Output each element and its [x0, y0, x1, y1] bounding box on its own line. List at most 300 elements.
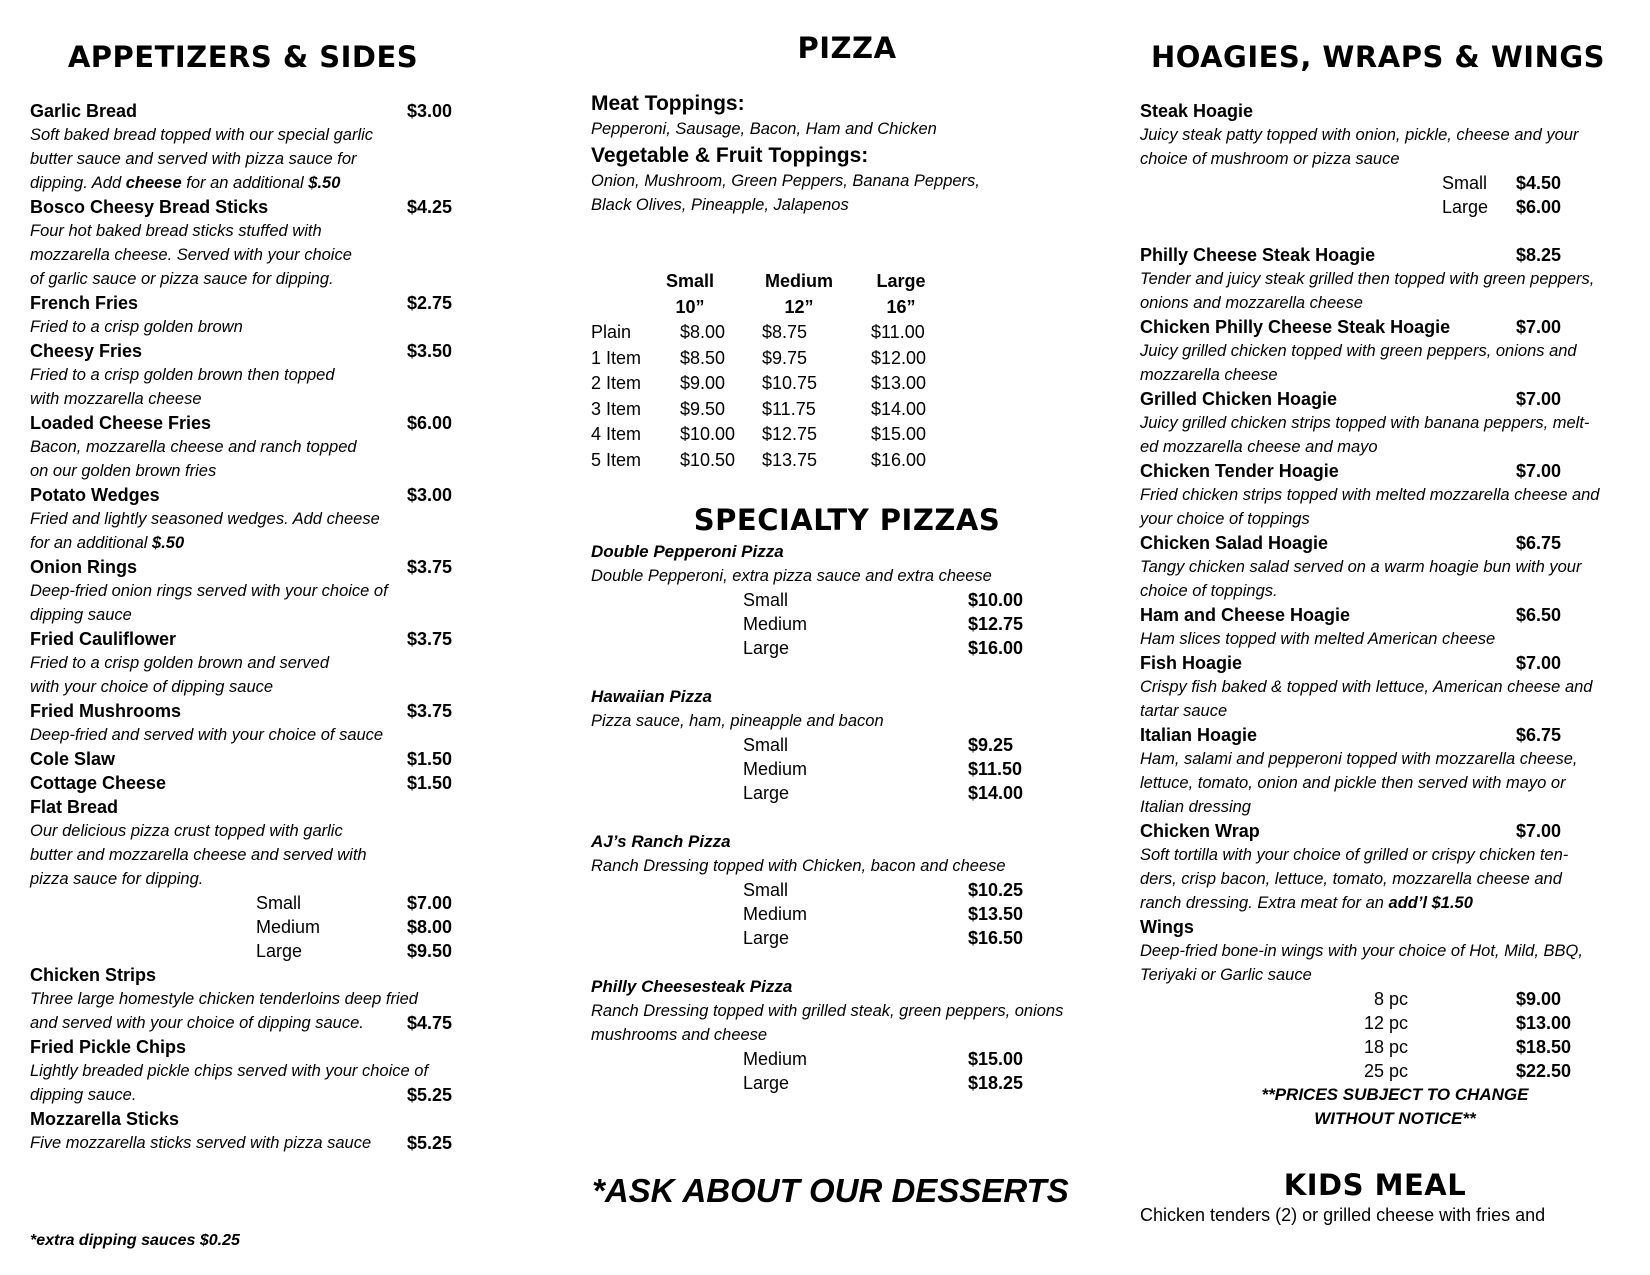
size-row: [591, 781, 1091, 805]
description-text: Soft baked bread topped with our special garlic: [30, 126, 374, 144]
item-name: [1140, 387, 1640, 411]
menu-item: [30, 291, 470, 339]
row-label: 4 Item: [591, 424, 642, 444]
item-description: [30, 1131, 470, 1155]
item-name: [591, 975, 1091, 999]
description-text: mozzarella cheese. Served with your choice: [30, 246, 352, 264]
description-text: with mozzarella cheese: [30, 390, 202, 408]
item-name-text: Chicken Tender Hoagie: [1140, 461, 1339, 481]
item-price: $6.00: [407, 413, 453, 433]
menu-item: [591, 830, 1091, 975]
size-row: [591, 612, 1091, 636]
description-text: with your choice of dipping sauce: [30, 678, 274, 696]
size-price: $12.75: [968, 614, 1024, 634]
item-name-text: Ham and Cheese Hoagie: [1140, 605, 1351, 625]
size-price: $4.50: [1516, 173, 1562, 193]
size-price: $9.50: [407, 941, 453, 961]
item-price: $4.25: [407, 197, 453, 217]
menu-item: [30, 1107, 470, 1155]
item-price: $6.75: [1516, 533, 1562, 553]
item-description: [1140, 507, 1640, 531]
description-text: dipping sauce: [30, 606, 132, 624]
size-row: [591, 902, 1091, 926]
item-description: [1140, 675, 1640, 699]
size-price: $16.00: [968, 638, 1024, 658]
price-cell: $15.00: [871, 424, 927, 444]
item-description: [30, 147, 470, 171]
price-cell: $11.75: [762, 398, 816, 419]
item-name-text: Italian Hoagie: [1140, 725, 1258, 745]
menu-item: [30, 771, 470, 795]
price-cell: $10.50: [680, 449, 736, 470]
size-label: 25 pc: [1363, 1061, 1408, 1081]
item-price: $7.00: [1516, 821, 1562, 841]
price-cell: $11.00: [871, 322, 925, 342]
column-header: 16”: [886, 296, 916, 317]
item-name: [591, 540, 1091, 564]
menu-item: [30, 1035, 470, 1107]
item-description: [30, 363, 470, 387]
item-name: [1140, 459, 1640, 483]
item-description: [591, 709, 1091, 733]
size-row: [1140, 1059, 1640, 1083]
size-label: Small: [1442, 173, 1488, 193]
description-segment: $.50: [152, 534, 185, 552]
size-row: [591, 1071, 1091, 1095]
item-name: [1140, 723, 1640, 747]
item-name-text: Bosco Cheesy Bread Sticks: [30, 197, 269, 217]
item-description: [1140, 123, 1640, 147]
size-row: [591, 588, 1091, 612]
menu-item: [1140, 531, 1640, 603]
description-segment: add’l $1.50: [1388, 894, 1473, 912]
description-text: Fried chicken strips topped with melted mozzarella cheese and: [1140, 486, 1600, 504]
item-name-text: Fried Cauliflower: [30, 629, 177, 649]
pizza-title: PIZZA: [797, 31, 897, 65]
desserts-banner: *ASK ABOUT OUR DESSERTS: [592, 1172, 1069, 1209]
column-header: Small: [665, 271, 715, 291]
table-row: [591, 422, 951, 448]
description-text: pizza sauce for dipping.: [30, 870, 204, 888]
size-label: Large: [256, 941, 303, 961]
size-row: [591, 1047, 1091, 1071]
kids-meal-description: Chicken tenders (2) or grilled cheese with fries and: [1140, 1205, 1546, 1225]
description-text: Fried and lightly seasoned wedges. Add cheese: [30, 510, 380, 528]
item-name: [30, 771, 470, 795]
item-name: [30, 699, 470, 723]
item-name: [1140, 819, 1640, 843]
description-text: Deep-fried bone-in wings with your choice of Hot, Mild, BBQ,: [1140, 942, 1583, 960]
description-text: Juicy steak patty topped with onion, pickle, cheese and your: [1140, 126, 1579, 144]
item-name: [30, 747, 470, 771]
size-row: [591, 926, 1091, 950]
description-text: Italian dressing: [1140, 798, 1251, 816]
menu-item: [1140, 459, 1640, 531]
size-row: [30, 891, 470, 915]
item-name-text: Wings: [1140, 917, 1194, 937]
menu-item: [591, 685, 1091, 830]
item-description: [30, 723, 470, 747]
size-price: $8.00: [407, 917, 453, 937]
item-description: [1140, 411, 1640, 435]
item-name-text: Chicken Wrap: [1140, 821, 1260, 841]
item-description: [30, 675, 470, 699]
row-label: 2 Item: [591, 373, 642, 393]
item-name-text: Chicken Salad Hoagie: [1140, 533, 1329, 553]
price-notice: WITHOUT NOTICE**: [1314, 1109, 1476, 1128]
description-text: choice of toppings.: [1140, 582, 1278, 600]
item-description: [30, 819, 470, 843]
description-text: ed mozzarella cheese and mayo: [1140, 438, 1378, 456]
description-text: Fried to a crisp golden brown: [30, 318, 243, 336]
item-name-text: AJ’s Ranch Pizza: [591, 832, 731, 851]
size-price: $11.50: [968, 759, 1023, 779]
description-text: lettuce, tomato, onion and pickle then served with mayo or: [1140, 774, 1566, 792]
item-description: [1140, 339, 1640, 363]
size-row: [591, 636, 1091, 660]
size-row: [1140, 987, 1640, 1011]
item-name: [1140, 651, 1640, 675]
size-price: $22.50: [1516, 1061, 1572, 1081]
size-label: Small: [743, 590, 789, 610]
pizza-price-table: [591, 269, 951, 473]
description-text: Deep-fried onion rings served with your choice of: [30, 582, 388, 600]
item-price: $7.00: [1516, 317, 1562, 337]
table-header-row: [591, 269, 951, 295]
item-name-text: Steak Hoagie: [1140, 101, 1254, 121]
price-cell: $16.00: [871, 449, 927, 470]
item-price: $3.50: [407, 341, 453, 361]
menu-item: [591, 540, 1091, 685]
item-description: [1140, 891, 1640, 915]
description-segment: for an additional: [30, 534, 153, 552]
description-segment: dipping. Add: [30, 174, 126, 192]
item-name-text: Mozzarella Sticks: [30, 1109, 180, 1129]
price-cell: $9.00: [680, 373, 726, 393]
size-label: Large: [743, 783, 790, 803]
item-name: [30, 795, 470, 819]
size-price: $16.50: [968, 928, 1024, 948]
item-description: [1140, 291, 1640, 315]
row-label: 1 Item: [591, 347, 642, 368]
item-description: [591, 854, 1091, 878]
item-name-text: Cole Slaw: [30, 749, 116, 769]
item-description: [30, 123, 470, 147]
description-text: Teriyaki or Garlic sauce: [1140, 966, 1312, 984]
description-text: of garlic sauce or pizza sauce for dipping.: [30, 270, 334, 288]
description-segment: $.50: [308, 174, 341, 192]
size-label: Large: [743, 638, 790, 658]
item-price: $6.50: [1516, 605, 1562, 625]
item-description: [30, 843, 470, 867]
description-segment: ranch dressing. Extra meat for an: [1140, 894, 1389, 912]
description-segment: for an additional: [181, 174, 309, 192]
description-text: Ham, salami and pepperoni topped with mozzarella cheese,: [1140, 750, 1578, 768]
description-segment: cheese: [125, 174, 182, 192]
item-price: $8.25: [1516, 245, 1562, 265]
item-description: [1140, 699, 1640, 723]
item-name: [30, 195, 470, 219]
size-label: Small: [256, 893, 302, 913]
item-description: [30, 435, 470, 459]
spacer: [1140, 219, 1640, 243]
size-label: 12 pc: [1363, 1013, 1408, 1033]
spacer: [591, 805, 1091, 830]
menu-item: [591, 975, 1091, 1120]
description-text: butter and mozzarella cheese and served with: [30, 846, 367, 864]
description-text: and served with your choice of dipping sauce.: [30, 1014, 364, 1032]
menu-item: [30, 627, 470, 699]
description-text: Crispy fish baked & topped with lettuce, American cheese and: [1140, 678, 1593, 696]
item-description: [30, 603, 470, 627]
row-label: 3 Item: [591, 398, 642, 419]
menu-item: [30, 699, 470, 747]
item-price: $3.75: [407, 701, 453, 721]
hoagies-list: [1140, 99, 1640, 1131]
size-price: $13.00: [1516, 1013, 1572, 1033]
item-name-text: Philly Cheesesteak Pizza: [591, 977, 793, 996]
column-header: 12”: [784, 296, 814, 317]
description-text: Four hot baked bread sticks stuffed with: [30, 222, 322, 240]
price-cell: $9.75: [762, 347, 808, 368]
item-price: $2.75: [407, 293, 453, 313]
item-description: [1140, 843, 1640, 867]
item-description: [1140, 627, 1640, 651]
size-row: [591, 733, 1091, 757]
item-description: [1140, 963, 1640, 987]
description-text: Soft tortilla with your choice of grilled or crispy chicken ten-: [1140, 846, 1569, 864]
size-price: $15.00: [968, 1049, 1024, 1069]
hoagies-title: HOAGIES, WRAPS & WINGS: [1150, 40, 1606, 74]
price-cell: $8.75: [762, 322, 808, 342]
item-name-text: French Fries: [30, 293, 139, 313]
item-name: [30, 411, 470, 435]
item-description: [30, 651, 470, 675]
size-label: Large: [743, 928, 790, 948]
size-price: $13.50: [968, 904, 1024, 924]
item-name: [1140, 603, 1640, 627]
size-label: Small: [743, 735, 789, 755]
menu-item: [30, 963, 470, 1035]
price-cell: $10.75: [762, 373, 818, 393]
item-description: [1140, 267, 1640, 291]
item-price: $1.50: [407, 749, 453, 769]
item-name: [30, 339, 470, 363]
menu-item: [30, 747, 470, 771]
price-cell: $12.75: [762, 424, 818, 444]
price-cell: $8.50: [680, 347, 726, 368]
description-text: Tangy chicken salad served on a warm hoagie bun with your: [1140, 558, 1582, 576]
meat-toppings-heading: Meat Toppings:: [591, 92, 745, 115]
item-price: $7.00: [1516, 653, 1562, 673]
item-description: [30, 1059, 470, 1083]
description-text: Lightly breaded pickle chips served with your choice of: [30, 1062, 429, 1080]
description-text: Fried to a crisp golden brown then topped: [30, 366, 335, 384]
item-description: [30, 579, 470, 603]
size-label: Medium: [743, 1049, 808, 1069]
menu-item: [1140, 723, 1640, 819]
item-description: [1140, 771, 1640, 795]
menu-item: [30, 339, 470, 411]
item-description: [30, 219, 470, 243]
item-name-text: Hawaiian Pizza: [591, 687, 712, 706]
item-description: [30, 1011, 470, 1035]
price-cell: $14.00: [871, 398, 927, 419]
item-name: [1140, 243, 1640, 267]
menu-item: [1140, 915, 1640, 1083]
item-name: [30, 1107, 470, 1131]
size-label: Small: [743, 880, 789, 900]
size-row: [1140, 1011, 1640, 1035]
item-price: $5.25: [407, 1133, 453, 1153]
kids-meal-title: KIDS MEAL: [1283, 1168, 1467, 1202]
price-cell: $13.75: [762, 449, 818, 470]
item-description: [30, 531, 470, 555]
item-description: [30, 459, 470, 483]
description-text: Five mozzarella sticks served with pizza sauce: [30, 1134, 372, 1152]
menu-item: [1140, 819, 1640, 915]
size-price: $10.25: [968, 880, 1024, 900]
size-label: Medium: [256, 917, 321, 937]
item-description: [591, 564, 1091, 588]
item-name-text: Loaded Cheese Fries: [30, 413, 212, 433]
item-name-text: Fish Hoagie: [1140, 653, 1243, 673]
item-name: [30, 291, 470, 315]
menu-item: [30, 195, 470, 291]
price-cell: $12.00: [871, 347, 927, 368]
description-text: Juicy grilled chicken topped with green peppers, onions and: [1140, 342, 1577, 360]
item-price: $3.00: [407, 101, 453, 121]
size-price: $9.00: [1516, 989, 1562, 1009]
appetizers-list: [30, 99, 470, 1155]
item-description: [1140, 435, 1640, 459]
item-description: [1140, 147, 1640, 171]
description-text: Deep-fried and served with your choice of sauce: [30, 726, 384, 744]
description-text: Ham slices topped with melted American cheese: [1140, 630, 1496, 648]
item-price: $5.25: [407, 1085, 453, 1105]
menu-item: [1140, 99, 1640, 243]
item-price: $7.00: [1516, 461, 1562, 481]
veg-toppings-line: Black Olives, Pineapple, Jalapenos: [591, 196, 849, 214]
item-description: [1140, 579, 1640, 603]
size-label: Large: [743, 1073, 790, 1093]
item-price: $7.00: [1516, 389, 1562, 409]
item-description: [30, 507, 470, 531]
item-description: [591, 1023, 1091, 1047]
size-price: $6.00: [1516, 197, 1562, 217]
item-name-text: Chicken Strips: [30, 965, 157, 985]
item-description: [30, 171, 470, 195]
description-text: Ranch Dressing topped with Chicken, bacon and cheese: [591, 857, 1006, 875]
description-text: Ranch Dressing topped with grilled steak, green peppers, onions: [591, 1002, 1064, 1020]
item-name-text: Chicken Philly Cheese Steak Hoagie: [1140, 317, 1451, 337]
item-description: [1140, 555, 1640, 579]
size-price: $7.00: [407, 893, 453, 913]
description-text: ders, crisp bacon, lettuce, tomato, mozzarella cheese and: [1140, 870, 1562, 888]
size-label: 8 pc: [1373, 989, 1408, 1009]
toppings-section: [591, 91, 1111, 217]
size-row: [30, 939, 470, 963]
size-row: [591, 757, 1091, 781]
item-name: [30, 1035, 470, 1059]
description-text: choice of mushroom or pizza sauce: [1140, 150, 1400, 168]
size-price: $18.50: [1516, 1037, 1572, 1057]
description-text: Juicy grilled chicken strips topped with banana peppers, melt-: [1140, 414, 1590, 432]
description-text: mushrooms and cheese: [591, 1026, 768, 1044]
item-name: [1140, 315, 1640, 339]
item-description: [30, 1083, 470, 1107]
description-text: butter sauce and served with pizza sauce for: [30, 150, 357, 168]
item-name: [30, 555, 470, 579]
item-price: $4.75: [407, 1013, 453, 1033]
size-row: [591, 878, 1091, 902]
item-name: [591, 830, 1091, 854]
description-text: tartar sauce: [1140, 702, 1228, 720]
menu-item: [1140, 243, 1640, 315]
column-header: Medium: [764, 271, 834, 291]
size-price: $14.00: [968, 783, 1024, 803]
dipping-sauce-note: *extra dipping sauces $0.25: [30, 1232, 240, 1249]
item-name-text: Onion Rings: [30, 557, 137, 577]
item-price: $6.75: [1516, 725, 1562, 745]
menu-item: [30, 411, 470, 483]
description-text: Fried to a crisp golden brown and served: [30, 654, 329, 672]
item-description: [1140, 747, 1640, 771]
item-description: [30, 315, 470, 339]
table-row: [591, 371, 951, 397]
size-price: $10.00: [968, 590, 1024, 610]
item-name-text: Cottage Cheese: [30, 773, 167, 793]
item-price: $3.00: [407, 485, 453, 505]
item-name-text: Double Pepperoni Pizza: [591, 542, 784, 561]
item-description: [591, 999, 1091, 1023]
size-price: $18.25: [968, 1073, 1024, 1093]
price-cell: $13.00: [871, 373, 927, 393]
specialty-pizza-list: [591, 540, 1091, 1120]
table-header-row: [591, 295, 951, 321]
item-name-text: Grilled Chicken Hoagie: [1140, 389, 1338, 409]
menu-item: [1140, 651, 1640, 723]
item-description: [30, 267, 470, 291]
appetizers-title: APPETIZERS & SIDES: [67, 40, 419, 74]
item-name: [1140, 531, 1640, 555]
size-row: [1140, 195, 1640, 219]
item-name: [30, 963, 470, 987]
price-cell: $10.00: [680, 424, 736, 444]
row-label: 5 Item: [591, 449, 642, 470]
description-text: onions and mozzarella cheese: [1140, 294, 1363, 312]
table-row: [591, 320, 951, 346]
item-name-text: Cheesy Fries: [30, 341, 143, 361]
item-price: $3.75: [407, 557, 453, 577]
row-label: Plain: [591, 322, 632, 342]
menu-item: [30, 483, 470, 555]
size-row: [1140, 171, 1640, 195]
menu-item: [1140, 315, 1640, 387]
description-text: Double Pepperoni, extra pizza sauce and extra cheese: [591, 567, 992, 585]
menu-item: [1140, 387, 1640, 459]
item-description: [1140, 363, 1640, 387]
item-name-text: Garlic Bread: [30, 101, 138, 121]
item-description: [1140, 483, 1640, 507]
item-name-text: Philly Cheese Steak Hoagie: [1140, 245, 1376, 265]
size-price: $9.25: [968, 735, 1014, 755]
description-text: mozzarella cheese: [1140, 366, 1278, 384]
size-label: 18 pc: [1363, 1037, 1408, 1057]
item-description: [30, 867, 470, 891]
meat-toppings-list: Pepperoni, Sausage, Bacon, Ham and Chicken: [591, 120, 937, 138]
item-description: [1140, 867, 1640, 891]
